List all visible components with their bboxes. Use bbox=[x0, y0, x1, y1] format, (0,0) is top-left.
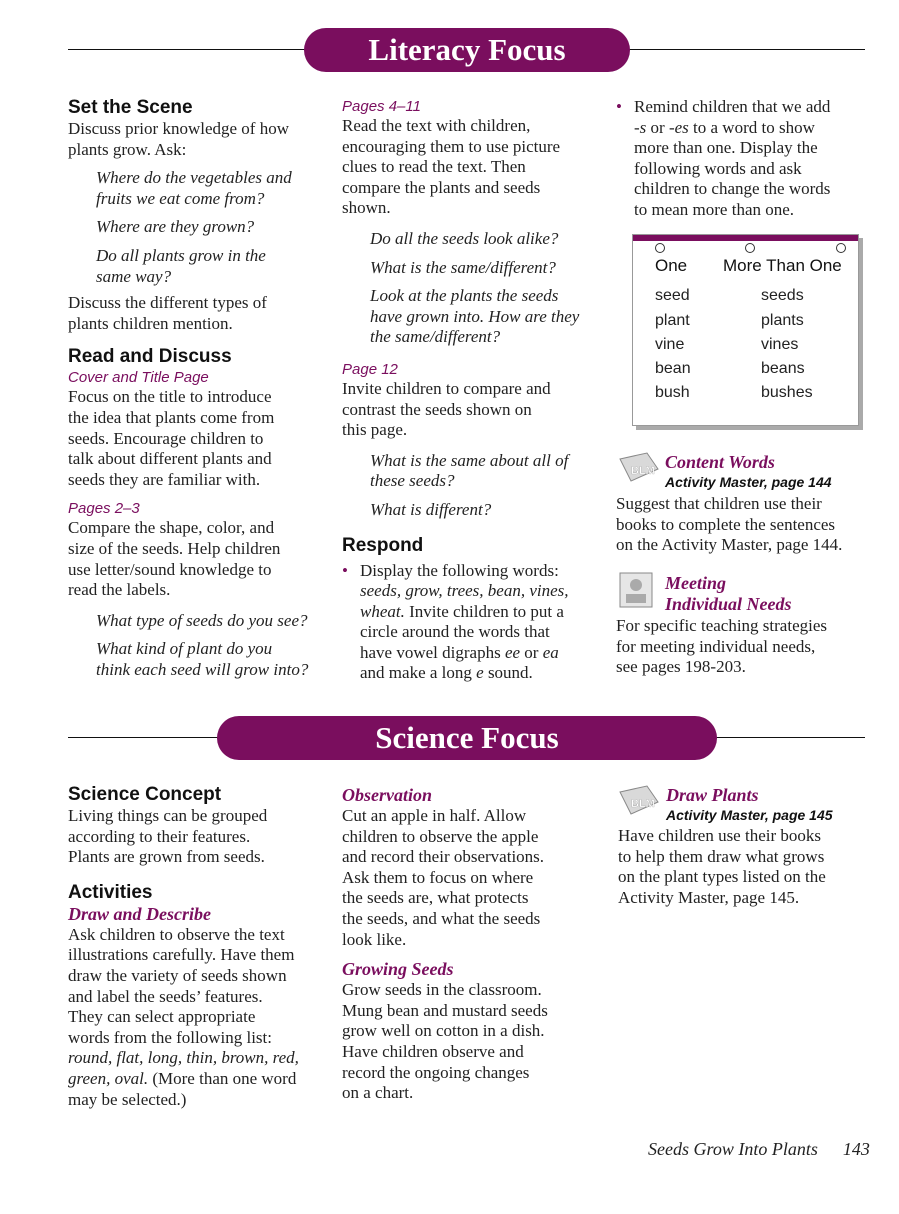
draw-plants-box bbox=[666, 785, 881, 825]
page-12-text: Invite children to compare and contrast the seeds shown on this page. bbox=[342, 378, 551, 440]
science-column-2 bbox=[342, 785, 602, 1104]
blm-icon bbox=[617, 451, 661, 485]
content-words-sub: Activity Master, page 144 bbox=[665, 474, 832, 490]
book-title: Seeds Grow Into Plants bbox=[648, 1139, 818, 1159]
question: Do all plants grow in the same way? bbox=[96, 245, 266, 286]
question: What is the same about all of these seeds? bbox=[370, 450, 569, 491]
content-words-title: Content Words bbox=[665, 452, 775, 472]
cover-text: Focus on the title to introduce the idea that plants come from seeds. Encourage children to talk about different plants and seeds they are familiar with. bbox=[68, 387, 275, 489]
question: Look at the plants the seeds have grown into. How are they the same/different? bbox=[370, 286, 580, 347]
question: Where do the vegetables and fruits we eat come from? bbox=[96, 168, 292, 208]
set-scene-outro: Discuss the different types of plants children mention. bbox=[68, 293, 267, 333]
page-12-subheading: Page 12 bbox=[342, 360, 398, 378]
activities-heading: Activities bbox=[68, 881, 153, 903]
content-words-text: Suggest that children use their books to complete the sentences on the Activity Master, page 144. bbox=[616, 494, 843, 555]
hole-icon bbox=[745, 243, 755, 253]
draw-describe-subheading: Draw and Describe bbox=[68, 903, 211, 924]
pages-4-11-subheading: Pages 4–11 bbox=[342, 98, 421, 115]
respond-heading: Respond bbox=[342, 534, 424, 556]
observation-subheading: Observation bbox=[342, 785, 432, 805]
pages-2-3-text: Compare the shape, color, and size of the seeds. Help children use letter/sound knowledge to read the labels. bbox=[68, 518, 281, 600]
science-column-1 bbox=[68, 784, 333, 1110]
set-scene-intro: Discuss prior knowledge of how plants grow. Ask: bbox=[68, 119, 289, 159]
hole-icon bbox=[655, 243, 665, 253]
respond-bullet: • Display the following words: seeds, grow, trees, bean, vines, wheat. Invite children to put a circle around the words that have vowel digraphs ee or ea and make a long e sound. bbox=[342, 560, 569, 683]
banner-title: Literacy Focus bbox=[304, 28, 630, 72]
respond-bullet: • Remind children that we add -s or -es to a word to show more than one. Display the following words and ask children to change the words to mean more than one. bbox=[616, 97, 831, 219]
blm-icon bbox=[617, 784, 661, 818]
read-discuss-heading: Read and Discuss bbox=[68, 346, 232, 368]
content-words-box bbox=[665, 452, 885, 492]
pages-2-3-subheading: Pages 2–3 bbox=[68, 500, 140, 518]
science-focus-banner bbox=[68, 716, 865, 760]
table-cell: seed bbox=[655, 287, 690, 304]
draw-describe-text: Ask children to observe the text illustrations carefully. Have them draw the variety of seeds shown and label the seeds’ features. They can select appropriate words from the following list: round, flat, long, thin, brown, red, green, oval. (More than one word may be selected.) bbox=[68, 924, 299, 1109]
question: What kind of plant do you think each seed will grow into? bbox=[96, 639, 309, 679]
question: Where are they grown? bbox=[96, 217, 255, 237]
table-cell: plants bbox=[761, 312, 804, 329]
table-cell: bean bbox=[655, 360, 691, 377]
bullet-icon: • bbox=[616, 97, 622, 116]
hole-icon bbox=[836, 243, 846, 253]
draw-plants-sub: Activity Master, page 145 bbox=[666, 807, 833, 823]
table-header-more: More Than One bbox=[723, 256, 842, 275]
table-cell: vine bbox=[655, 336, 685, 353]
table-cell: bushes bbox=[761, 384, 813, 401]
cover-title-subheading: Cover and Title Page bbox=[68, 369, 209, 387]
table-cell: beans bbox=[761, 360, 805, 377]
word-table bbox=[632, 234, 859, 426]
literacy-column-1 bbox=[68, 97, 333, 680]
svg-text:BLM: BLM bbox=[631, 465, 655, 477]
svg-text:BLM: BLM bbox=[631, 798, 655, 810]
growing-seeds-subheading: Growing Seeds bbox=[342, 959, 454, 980]
literacy-column-3 bbox=[616, 97, 876, 221]
literacy-column-2 bbox=[342, 97, 597, 684]
table-header-one: One bbox=[655, 256, 688, 275]
literacy-focus-banner bbox=[68, 28, 865, 72]
draw-plants-title: Draw Plants bbox=[666, 785, 759, 805]
pages-4-11-text: Read the text with children, encouraging them to use picture clues to read the text. Then compare the plants and seeds shown. bbox=[342, 116, 561, 218]
question: What type of seeds do you see? bbox=[96, 610, 308, 630]
set-scene-heading: Set the Scene bbox=[68, 97, 193, 118]
banner-title: Science Focus bbox=[217, 716, 717, 760]
table-top-bar bbox=[633, 235, 858, 241]
observation-text: Cut an apple in half. Allow children to observe the apple and record their observations. Ask them to focus on where the seeds are, what protects the seeds, and what the seeds look like. bbox=[342, 806, 545, 949]
page-number: 143 bbox=[842, 1139, 870, 1159]
growing-seeds-text: Grow seeds in the classroom. Mung bean and mustard seeds grow well on cotton in a dish. Have children observe and record the ongoing changes on a chart. bbox=[342, 980, 548, 1103]
table-cell: vines bbox=[761, 336, 799, 353]
table-cell: plant bbox=[655, 312, 690, 329]
question: Do all the seeds look alike? bbox=[370, 228, 559, 248]
bullet-icon: • bbox=[342, 560, 348, 580]
draw-plants-text: Have children use their books to help them draw what grows on the plant types listed on the Activity Master, page 145. bbox=[618, 826, 826, 907]
question: What is different? bbox=[370, 499, 492, 519]
book-icon bbox=[619, 572, 653, 608]
meeting-needs-text: For specific teaching strategies for meeting individual needs, see pages 198-203. bbox=[616, 616, 828, 677]
meeting-needs-title: Meeting Individual Needs bbox=[665, 573, 792, 614]
table-cell: bush bbox=[655, 384, 690, 401]
science-concept-heading: Science Concept bbox=[68, 784, 222, 805]
question: What is the same/different? bbox=[370, 257, 556, 277]
science-concept-text: Living things can be grouped according to their features. Plants are grown from seeds. bbox=[68, 806, 268, 867]
table-cell: seeds bbox=[761, 287, 804, 304]
page-footer bbox=[648, 1139, 870, 1160]
